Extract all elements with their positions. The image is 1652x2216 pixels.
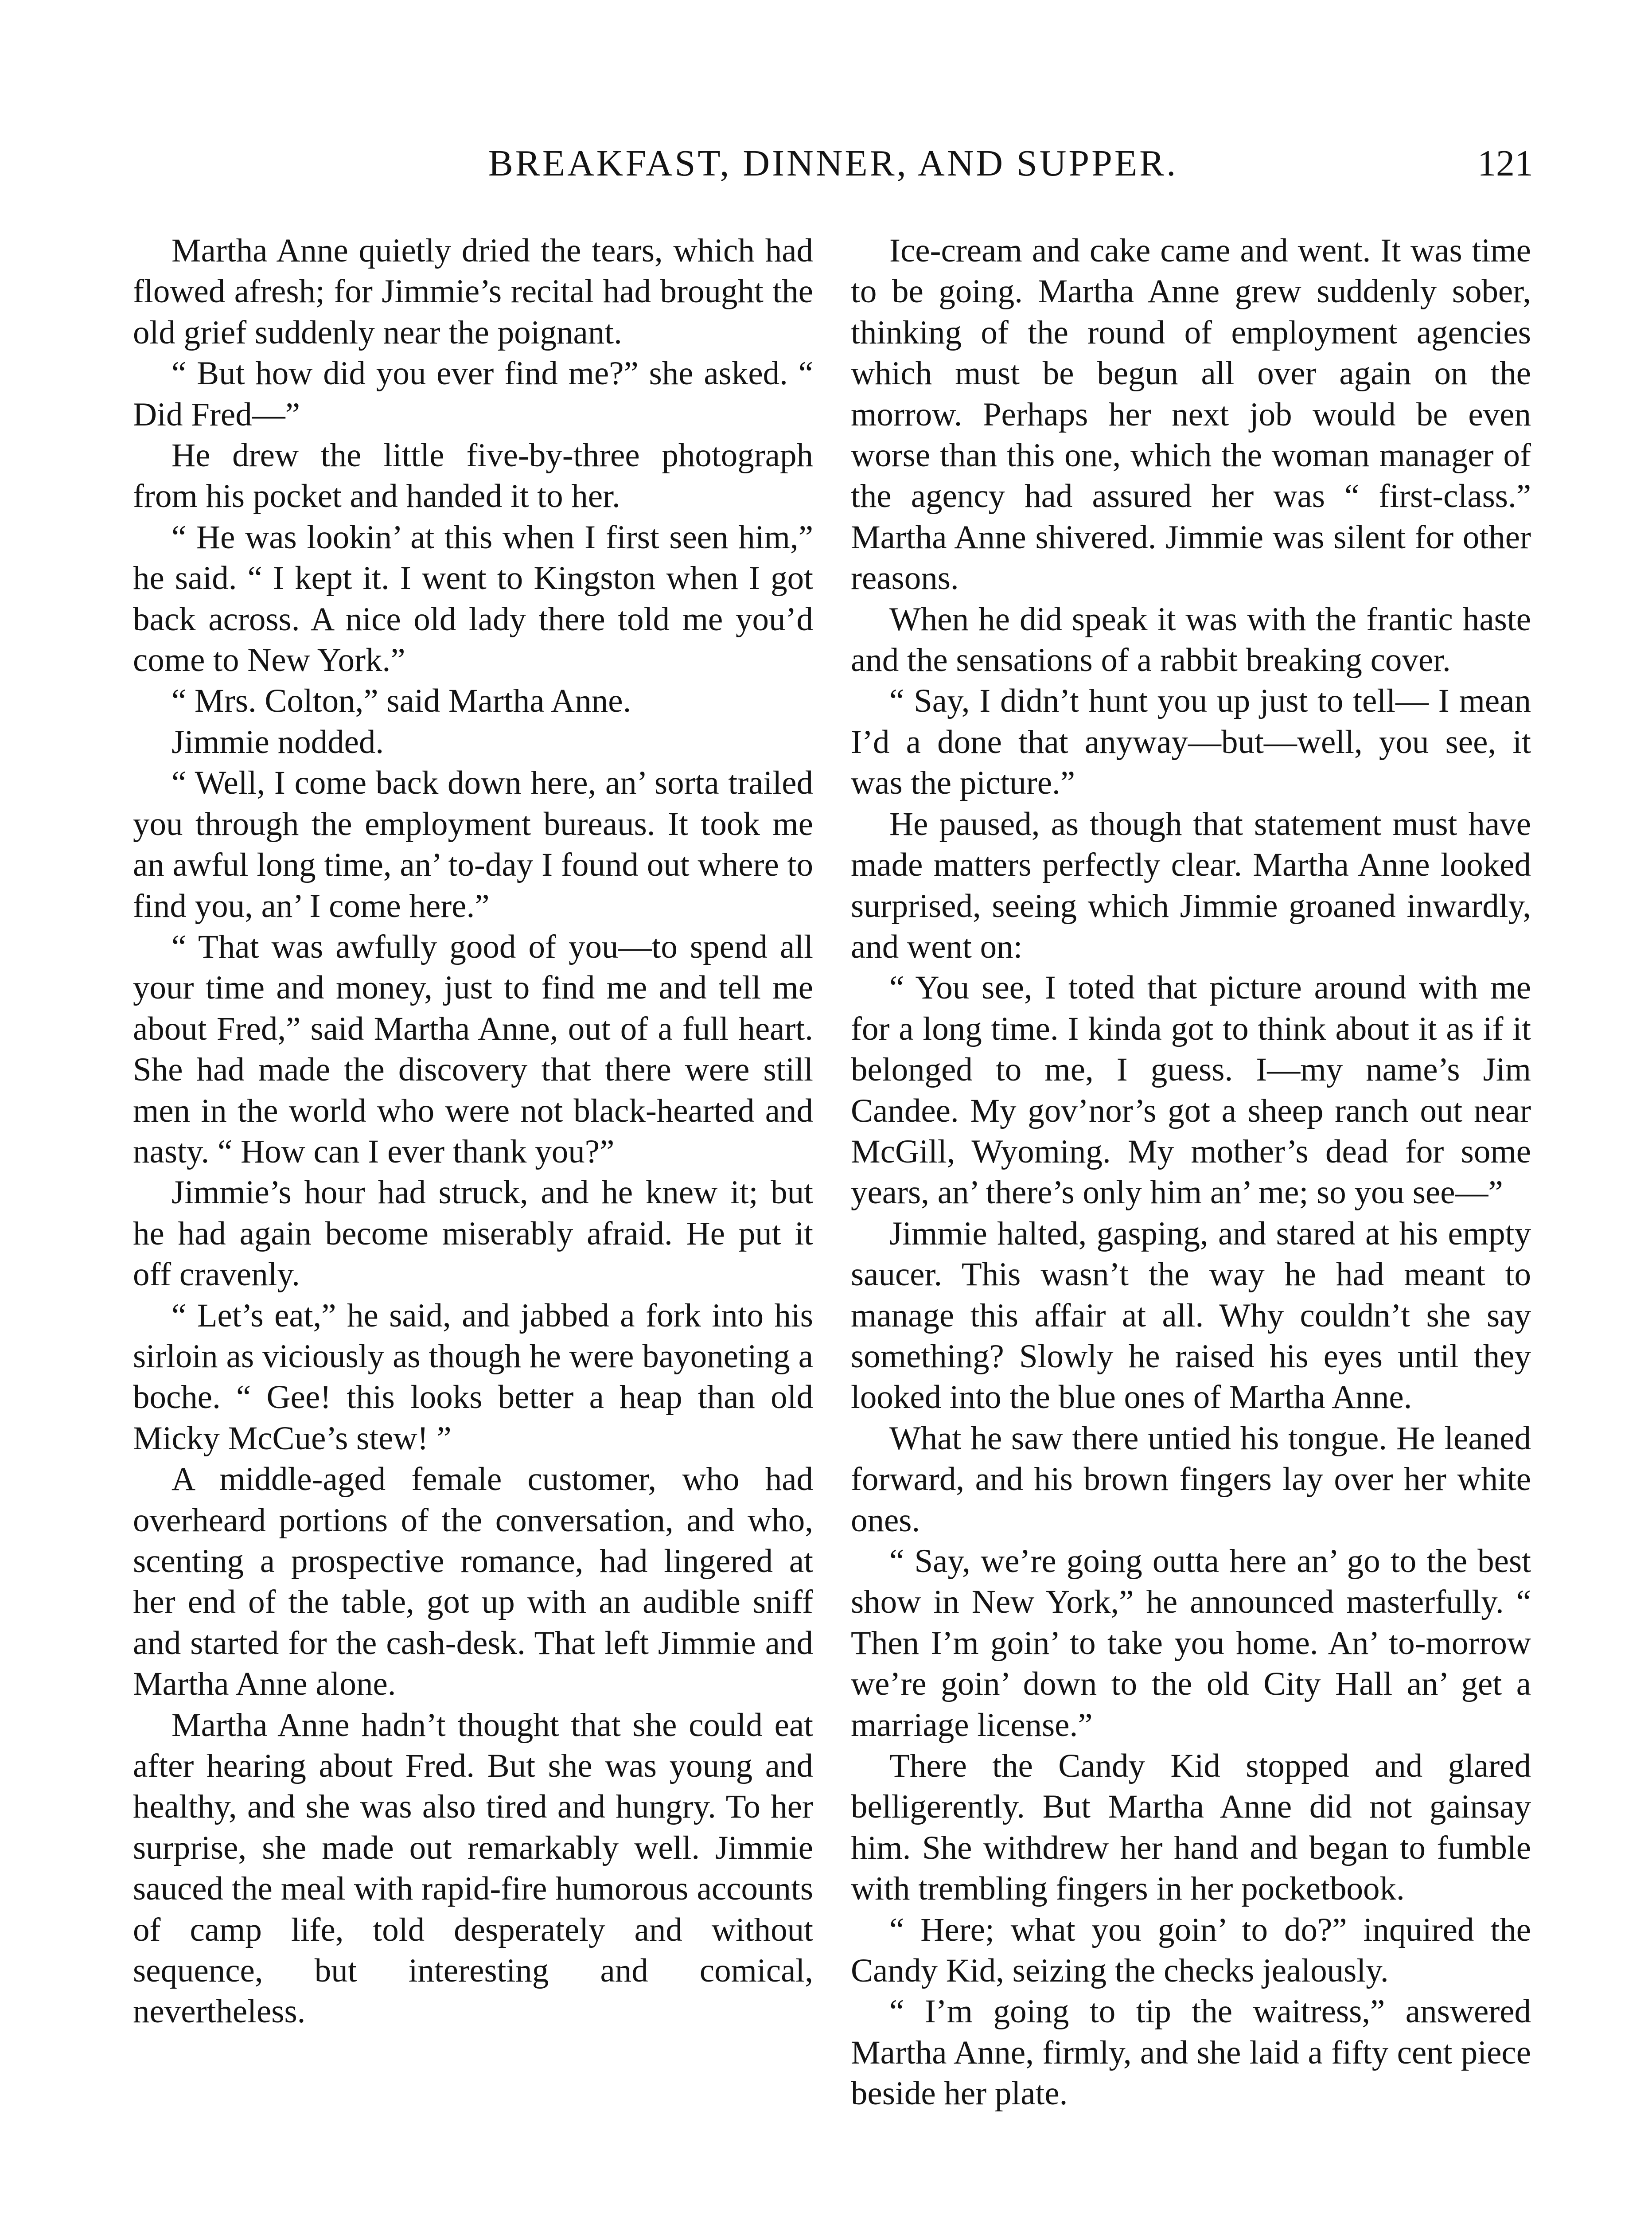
- paragraph: Martha Anne quietly dried the tears, which had flowed afresh; for Jimmie’s recital had brought the old grief suddenly near the poignant.: [133, 232, 813, 351]
- paragraph: He drew the little five-by-three photograph from his pocket and handed it to her.: [133, 437, 813, 515]
- paragraph: “ But how did you ever find me?” she asked. “ Did Fred—”: [133, 355, 813, 433]
- paragraph: “ Say, we’re going outta here an’ go to the best show in New York,” he announced masterfully. “ Then I’m goin’ to take you home. An’ to-morrow we’re goin’ down to the old City Hall an’ get a marriage license.”: [851, 1543, 1531, 1744]
- paragraph: “ Here; what you goin’ to do?” inquired the Candy Kid, seizing the checks jealously.: [851, 1911, 1531, 1990]
- paragraph: “ That was awfully good of you—to spend all your time and money, just to find me and tell me about Fred,” said Martha Anne, out of a full heart. She had made the discovery that there were still men in the world who were not black-hearted and nasty. “ How can I ever thank you?”: [133, 928, 813, 1170]
- right-column: [851, 230, 1531, 2115]
- paragraph: “ He was lookin’ at this when I first seen him,” he said. “ I kept it. I went to Kingston when I got back across. A nice old lady there told me you’d come to New York.”: [133, 519, 813, 679]
- running-head: BREAKFAST, DINNER, AND SUPPER.: [488, 143, 1178, 184]
- paragraph: What he saw there untied his tongue. He leaned forward, and his brown fingers lay over her white ones.: [851, 1420, 1531, 1539]
- paragraph: Jimmie’s hour had struck, and he knew it; but he had again become miserably afraid. He put it off cravenly.: [133, 1174, 813, 1293]
- paragraph: “ Say, I didn’t hunt you up just to tell— I mean I’d a done that anyway—but—well, you see, it was the picture.”: [851, 683, 1531, 802]
- paragraph: When he did speak it was with the frantic haste and the sensations of a rabbit breaking cover.: [851, 601, 1531, 679]
- page-header: [133, 142, 1533, 191]
- paragraph: “ Let’s eat,” he said, and jabbed a fork into his sirloin as viciously as though he were bayoneting a boche. “ Gee! this looks better a heap than old Micky McCue’s stew! ”: [133, 1297, 813, 1457]
- paragraph: There the Candy Kid stopped and glared belligerently. But Martha Anne did not gainsay him. She withdrew her hand and began to fumble with trembling fingers in her pocketbook.: [851, 1748, 1531, 1908]
- paragraph: Jimmie halted, gasping, and stared at his empty saucer. This wasn’t the way he had meant to manage this affair at all. Why couldn’t she say something? Slowly he raised his eyes until they looked into the blue ones of Martha Anne.: [851, 1215, 1531, 1416]
- paragraph: Jimmie nodded.: [171, 723, 384, 761]
- paragraph: “ Mrs. Colton,” said Martha Anne.: [171, 683, 631, 720]
- paragraph: “ I’m going to tip the waitress,” answered Martha Anne, firmly, and she laid a fifty cent piece beside her plate.: [851, 1993, 1531, 2112]
- paragraph: “ Well, I come back down here, an’ sorta trailed you through the employment bureaus. It took me an awful long time, an’ to-day I found out where to find you, an’ I come here.”: [133, 765, 813, 925]
- paragraph: He paused, as though that statement must have made matters perfectly clear. Martha Anne looked surprised, seeing which Jimmie groaned inwardly, and went on:: [851, 805, 1531, 965]
- paragraph: Ice-cream and cake came and went. It was time to be going. Martha Anne grew suddenly sober, thinking of the round of employment agencies which must be begun all over again on the morrow. Perhaps her next job would be even worse than this one, which the woman manager of the agency had assured her was “ first-class.” Martha Anne shivered. Jimmie was silent for other reasons.: [851, 232, 1531, 597]
- paragraph: Martha Anne hadn’t thought that she could eat after hearing about Fred. But she was young and healthy, and she was also tired and hungry. To her surprise, she made out remarkably well. Jimmie sauced the meal with rapid-fire humorous accounts of camp life, told desperately and without sequence, but interesting and comical, nevertheless.: [133, 1706, 813, 2030]
- page-number: 121: [1477, 143, 1533, 184]
- paragraph: “ You see, I toted that picture around with me for a long time. I kinda got to think about it as if it belonged to me, I guess. I—my name’s Jim Candee. My gov’nor’s got a sheep ranch out near McGill, Wyoming. My mother’s dead for some years, an’ there’s only him an’ me; so you see—”: [851, 969, 1531, 1211]
- left-column: [133, 230, 813, 2033]
- paragraph: A middle-aged female customer, who had overheard portions of the conversation, and who, scenting a prospective romance, had lingered at her end of the table, got up with an audible sniff and started for the cash-desk. That left Jimmie and Martha Anne alone.: [133, 1461, 813, 1703]
